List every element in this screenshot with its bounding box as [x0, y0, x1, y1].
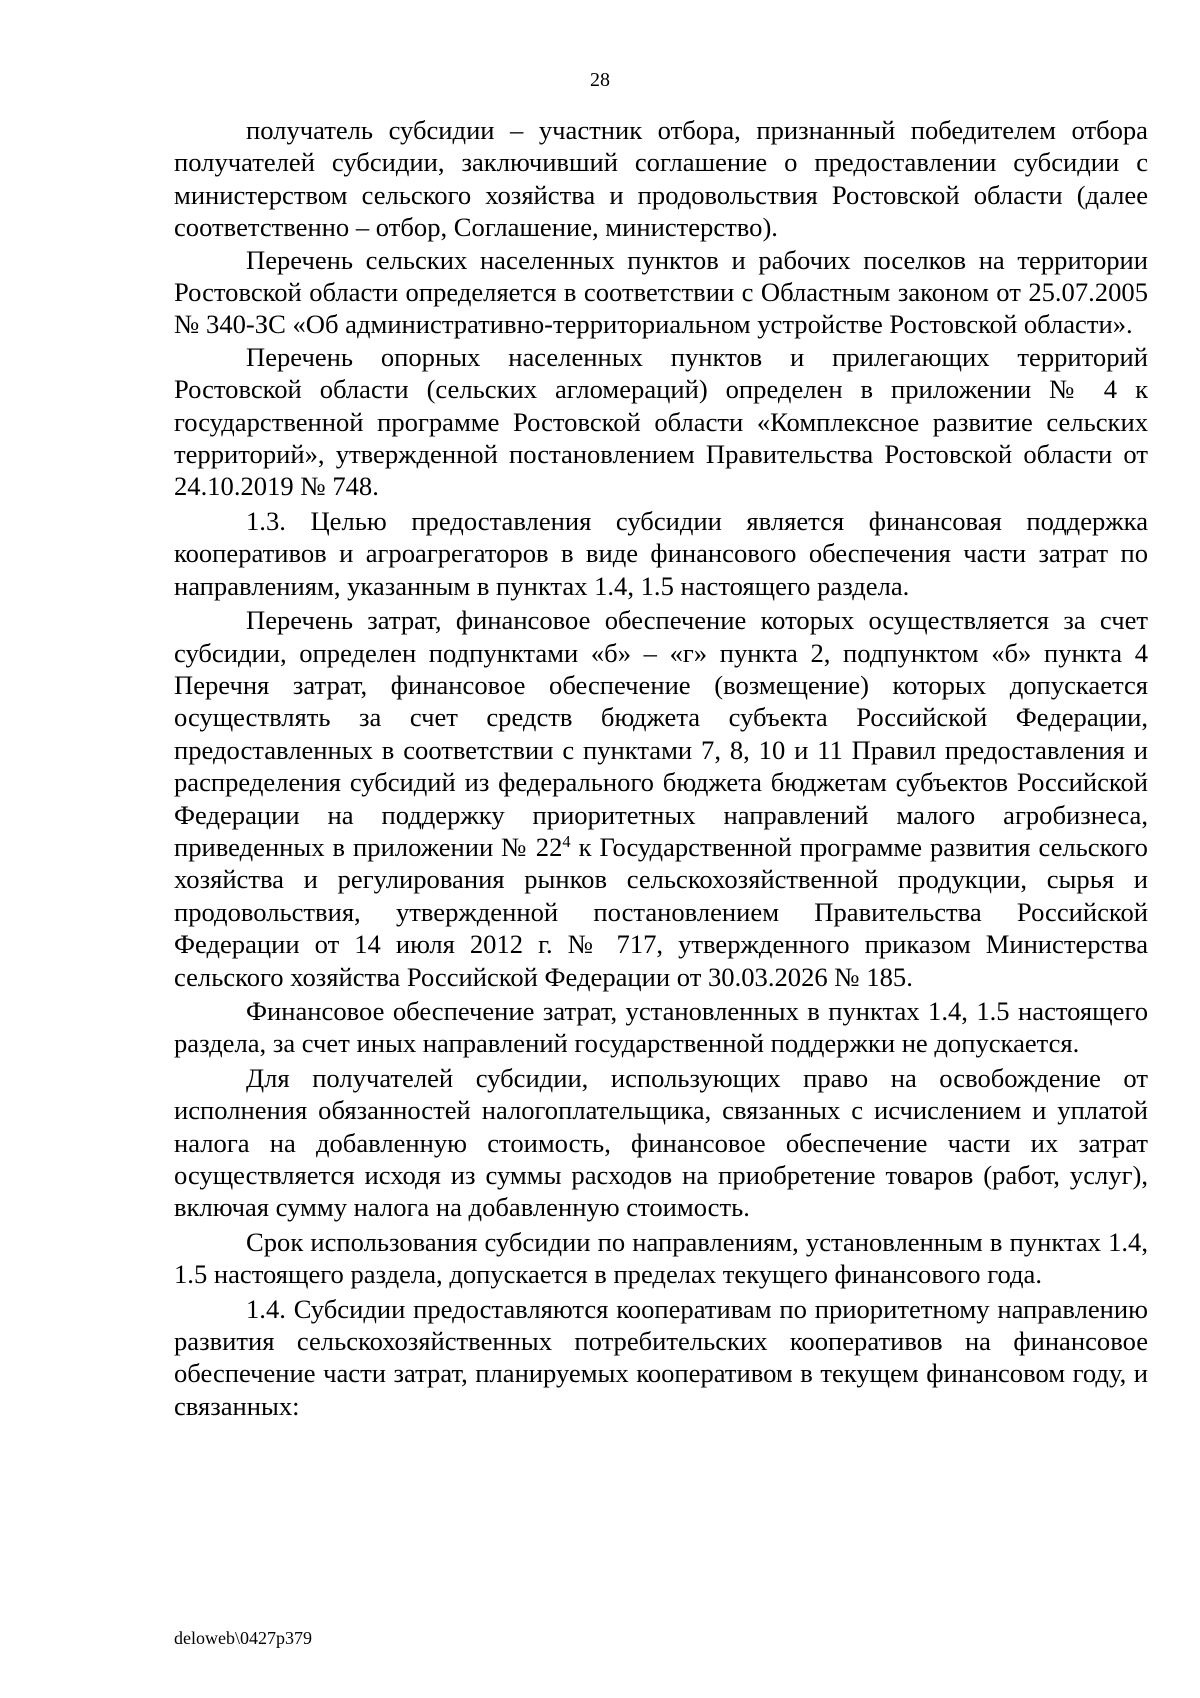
document-body: [174, 114, 1148, 1422]
paragraph-vat-exemption: Для получателей субсидии, использующих право на освобождение от исполнения обязанностей налогоплательщика, связанных с исчислением и уплатой налога на добавленную стоимость, финансовое обеспечение части их затрат осуществляется исходя из суммы расходов на приобретение товаров (работ, услуг), включая сумму налога на добавленную стоимость.: [174, 1062, 1148, 1223]
paragraph-expense-list-part-2: к Государственной программе развития сельского хозяйства и регулирования рынков сельскохозяйственной продукции, сырья и продовольствия, утвержденной постановлением Правительства Российской Федерации от 14 июля 2012 г. № 717, утвержденного приказом Министерства сельского хозяйства Российской Федерации от 30.03.2026 № 185.: [174, 831, 1148, 992]
paragraph-expense-list-part-1: Перечень затрат, финансовое обеспечение которых осуществляется за счет субсидии, определен подпунктами «б» – «г» пункта 2, подпунктом «б» пункта 4 Перечня затрат, финансовое обеспечение (возмещение) которых допускается осуществлять за счет средств бюджета субъекта Российской Федерации, предоставленных в соответствии с пунктами 7, 8, 10 и 11 Правил предоставления и распределения субсидий из федерального бюджета бюджетам субъектов Российской Федерации на поддержку приоритетных направлений малого агробизнеса, приведенных в приложении № 22: [174, 605, 1148, 862]
paragraph-agglomerations-list: Перечень опорных населенных пунктов и прилегающих территорий Ростовской области (сельских агломераций) определен в приложении № 4 к государственной программе Ростовской области «Комплексное развитие сельских территорий», утвержденной постановлением Правительства Ростовской области от 24.10.2019 № 748.: [174, 341, 1148, 502]
paragraph-settlements-list: Перечень сельских населенных пунктов и рабочих поселков на территории Ростовской области определяется в соответствии с Областным законом от 25.07.2005 № 340-ЗС «Об административно-территориальном устройстве Ростовской области».: [174, 244, 1148, 340]
paragraph-section-1-4: 1.4. Субсидии предоставляются кооперативам по приоритетному направлению развития сельскохозяйственных потребительских кооперативов на финансовое обеспечение части затрат, планируемых кооперативом в текущем финансовом году, и связанных:: [174, 1293, 1148, 1421]
paragraph-usage-period: Срок использования субсидии по направлениям, установленным в пунктах 1.4, 1.5 настоящего раздела, допускается в пределах текущего финансового года.: [174, 1226, 1148, 1290]
paragraph-section-1-3: 1.3. Целью предоставления субсидии является финансовая поддержка кооперативов и агроагрегаторов в виде финансового обеспечения части затрат по направлениям, указанным в пунктах 1.4, 1.5 настоящего раздела.: [174, 505, 1148, 601]
paragraph-expense-list: [174, 604, 1148, 993]
paragraph-financing-restriction: Финансовое обеспечение затрат, установленных в пунктах 1.4, 1.5 настоящего раздела, за счет иных направлений государственной поддержки не допускается.: [174, 995, 1148, 1059]
document-footer-code: deloweb\0427p379: [174, 1628, 312, 1648]
page-number: 28: [590, 69, 610, 91]
paragraph-recipient-definition: получатель субсидии – участник отбора, признанный победителем отбора получателей субсидии, заключивший соглашение о предоставлении субсидии с министерством сельского хозяйства и продовольствия Ростовской области (далее соответственно – отбор, Соглашение, министерство).: [174, 115, 1148, 243]
superscript-appendix-number: 4: [562, 831, 571, 851]
